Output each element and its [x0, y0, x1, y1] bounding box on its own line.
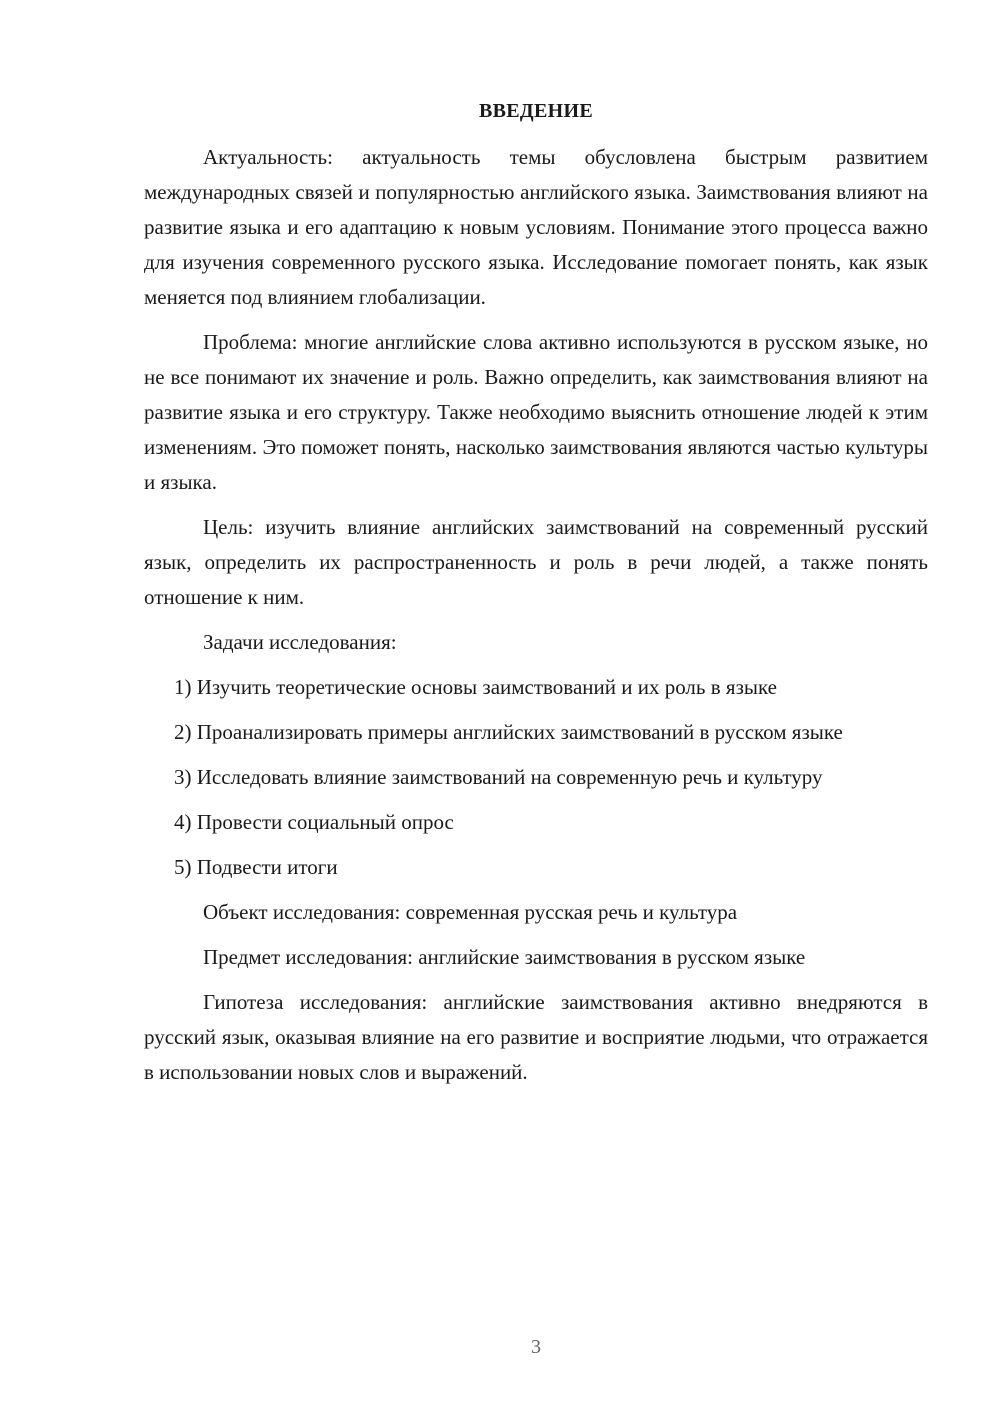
paragraph-subject: Предмет исследования: английские заимствования в русском языке [203, 945, 806, 969]
page-title: ВВЕДЕНИЕ [479, 100, 593, 122]
paragraph-goal: Цель: изучить влияние английских заимствований на современный русский язык, определить их распространенность и роль в речи людей, а также понять отношение к ним. [144, 515, 928, 609]
paragraph-hypothesis: Гипотеза исследования: английские заимствования активно внедряются в русский язык, оказывая влияние на его развитие и восприятие людьми, что отражается в использовании новых слов и выражений. [144, 990, 928, 1084]
paragraph-tasks-heading: Задачи исследования: [203, 630, 397, 654]
task-item-5: 5) Подвести итоги [174, 855, 338, 879]
paragraph-problem: Проблема: многие английские слова активно используются в русском языке, но не все понимают их значение и роль. Важно определить, как заимствования влияют на развитие языка и его структуру. Также необходимо выяснить отношение людей к этим изменениям. Это поможет понять, насколько заимствования являются частью культуры и языка. [144, 330, 928, 494]
task-item-2: 2) Проанализировать примеры английских заимствований в русском языке [174, 720, 843, 744]
paragraph-relevance: Актуальность: актуальность темы обусловлена быстрым развитием международных связей и популярностью английского языка. Заимствования влияют на развитие языка и его адаптацию к новым условиям. Понимание этого процесса важно для изучения современного русского языка. Исследование помогает понять, как язык меняется под влиянием глобализации. [144, 145, 928, 309]
task-item-4: 4) Провести социальный опрос [174, 810, 454, 834]
page-number: 3 [531, 1336, 541, 1358]
task-item-3: 3) Исследовать влияние заимствований на современную речь и культуру [174, 765, 823, 789]
page-content [144, 96, 928, 1100]
task-item-1: 1) Изучить теоретические основы заимствований и их роль в языке [174, 675, 777, 699]
paragraph-object: Объект исследования: современная русская речь и культура [203, 900, 738, 924]
